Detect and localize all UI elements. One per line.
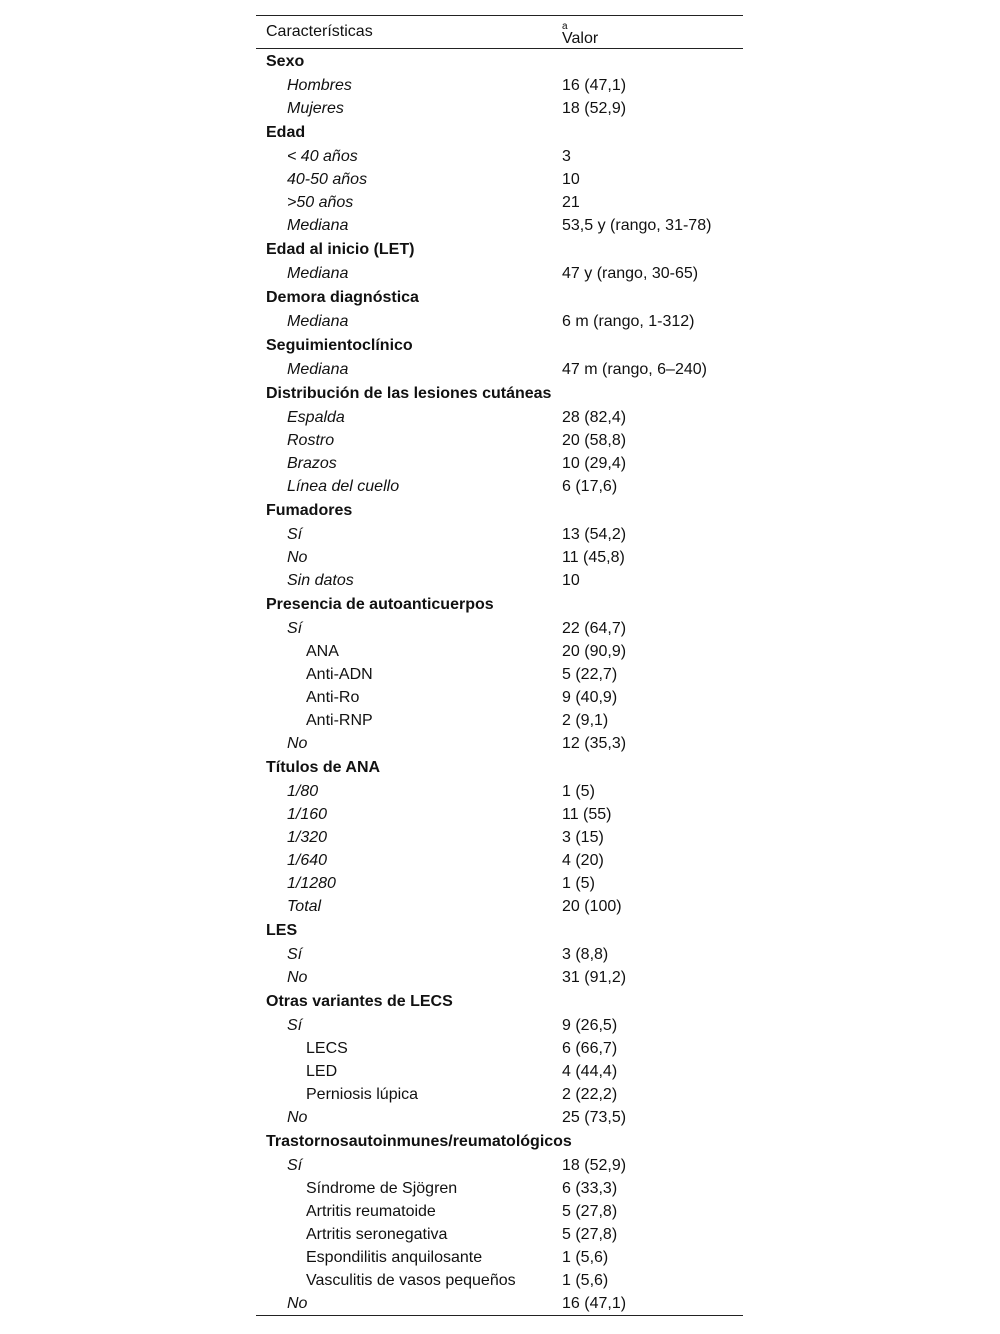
table-row bbox=[256, 826, 743, 849]
table-row bbox=[256, 97, 743, 120]
table-body bbox=[256, 49, 743, 1315]
row-label: Vasculitis de vasos pequeños bbox=[306, 1272, 516, 1289]
section-label: Demora diagnóstica bbox=[266, 289, 419, 306]
row-label: Mediana bbox=[287, 361, 349, 378]
row-value: 28 (82,4) bbox=[562, 409, 627, 426]
row-label: Artritis seronegativa bbox=[306, 1226, 448, 1243]
row-value: 3 (15) bbox=[562, 829, 604, 846]
row-value: 10 (29,4) bbox=[562, 455, 627, 472]
table-row bbox=[256, 780, 743, 803]
header-value-footnote: a bbox=[562, 21, 568, 32]
row-label: Total bbox=[287, 898, 322, 915]
row-label: < 40 años bbox=[287, 148, 358, 165]
section-label: LES bbox=[266, 922, 298, 939]
row-label: No bbox=[287, 549, 308, 566]
row-label: >50 años bbox=[287, 194, 354, 211]
row-value: 4 (20) bbox=[562, 852, 604, 869]
section-label: Otras variantes de LECS bbox=[266, 993, 453, 1010]
row-value: 20 (90,9) bbox=[562, 643, 627, 660]
row-label: Síndrome de Sjögren bbox=[306, 1180, 458, 1197]
table-row bbox=[256, 849, 743, 872]
section-row bbox=[256, 918, 743, 943]
section-row bbox=[256, 498, 743, 523]
row-value: 20 (100) bbox=[562, 898, 622, 915]
row-label: 40-50 años bbox=[287, 171, 368, 188]
section-label: Trastornosautoinmunes/reumatológicos bbox=[266, 1133, 572, 1150]
row-value: 5 (27,8) bbox=[562, 1226, 618, 1243]
row-label: LECS bbox=[306, 1040, 348, 1057]
bottom-rule bbox=[256, 1315, 743, 1316]
row-value: 18 (52,9) bbox=[562, 1157, 627, 1174]
section-label: Sexo bbox=[266, 53, 305, 70]
row-value: 10 bbox=[562, 171, 580, 188]
table-row bbox=[256, 1292, 743, 1315]
section-row bbox=[256, 755, 743, 780]
row-label: 1/1280 bbox=[287, 875, 336, 892]
section-row bbox=[256, 381, 743, 406]
row-label: Anti-RNP bbox=[306, 712, 373, 729]
header-characteristics: Características bbox=[266, 23, 373, 40]
table-row bbox=[256, 74, 743, 97]
row-value: 12 (35,3) bbox=[562, 735, 627, 752]
table-row bbox=[256, 732, 743, 755]
row-value: 16 (47,1) bbox=[562, 1295, 627, 1312]
row-value: 16 (47,1) bbox=[562, 77, 627, 94]
row-label: Sí bbox=[287, 946, 303, 963]
section-row bbox=[256, 237, 743, 262]
section-label: Títulos de ANA bbox=[266, 759, 381, 776]
row-label: Espalda bbox=[287, 409, 345, 426]
row-value: 6 (33,3) bbox=[562, 1180, 618, 1197]
row-label: Sin datos bbox=[287, 572, 354, 589]
section-row bbox=[256, 285, 743, 310]
row-value: 47 m (rango, 6–240) bbox=[562, 361, 707, 378]
section-row bbox=[256, 592, 743, 617]
row-value: 11 (45,8) bbox=[562, 549, 625, 566]
row-value: 13 (54,2) bbox=[562, 526, 627, 543]
row-label: Mediana bbox=[287, 217, 349, 234]
row-label: Sí bbox=[287, 1017, 303, 1034]
table-row bbox=[256, 569, 743, 592]
row-label: Mujeres bbox=[287, 100, 344, 117]
row-label: 1/80 bbox=[287, 783, 319, 800]
row-value: 20 (58,8) bbox=[562, 432, 627, 449]
table-row bbox=[256, 168, 743, 191]
table-row bbox=[256, 1014, 743, 1037]
row-label: Artritis reumatoide bbox=[306, 1203, 436, 1220]
row-value: 1 (5,6) bbox=[562, 1249, 609, 1266]
row-value: 31 (91,2) bbox=[562, 969, 627, 986]
row-value: 1 (5,6) bbox=[562, 1272, 609, 1289]
table-row bbox=[256, 640, 743, 663]
row-label: No bbox=[287, 969, 308, 986]
row-value: 22 (64,7) bbox=[562, 620, 627, 637]
row-label: Sí bbox=[287, 620, 303, 637]
table-row bbox=[256, 1246, 743, 1269]
table-row bbox=[256, 1223, 743, 1246]
table-row bbox=[256, 1269, 743, 1292]
row-value: 11 (55) bbox=[562, 806, 612, 823]
section-label: Edad al inicio (LET) bbox=[266, 241, 415, 258]
section-label: Edad bbox=[266, 124, 306, 141]
table-row bbox=[256, 1154, 743, 1177]
table-row bbox=[256, 475, 743, 498]
row-label: Brazos bbox=[287, 455, 337, 472]
table-row bbox=[256, 429, 743, 452]
table-row bbox=[256, 943, 743, 966]
row-label: 1/640 bbox=[287, 852, 328, 869]
row-value: 6 (66,7) bbox=[562, 1040, 618, 1057]
row-label: ANA bbox=[306, 643, 339, 660]
table-row bbox=[256, 546, 743, 569]
row-value: 6 (17,6) bbox=[562, 478, 618, 495]
row-value: 10 bbox=[562, 572, 580, 589]
row-value: 3 (8,8) bbox=[562, 946, 609, 963]
row-label: No bbox=[287, 735, 308, 752]
row-label: LED bbox=[306, 1063, 338, 1080]
table-row bbox=[256, 803, 743, 826]
table-row bbox=[256, 1106, 743, 1129]
table-row bbox=[256, 262, 743, 285]
row-value: 25 (73,5) bbox=[562, 1109, 627, 1126]
table-row bbox=[256, 1083, 743, 1106]
section-label: Fumadores bbox=[266, 502, 353, 519]
row-label: 1/320 bbox=[287, 829, 328, 846]
section-row bbox=[256, 989, 743, 1014]
row-label: Sí bbox=[287, 526, 303, 543]
row-value: 9 (26,5) bbox=[562, 1017, 618, 1034]
row-label: Espondilitis anquilosante bbox=[306, 1249, 483, 1266]
header-value bbox=[562, 21, 599, 47]
table-row bbox=[256, 406, 743, 429]
table-row bbox=[256, 191, 743, 214]
row-value: 2 (9,1) bbox=[562, 712, 609, 729]
row-label: Mediana bbox=[287, 313, 349, 330]
table-row bbox=[256, 709, 743, 732]
row-value: 4 (44,4) bbox=[562, 1063, 618, 1080]
row-value: 53,5 y (rango, 31-78) bbox=[562, 217, 712, 234]
table-row bbox=[256, 1177, 743, 1200]
table-row bbox=[256, 617, 743, 640]
row-label: Línea del cuello bbox=[287, 478, 400, 495]
row-label: Sí bbox=[287, 1157, 303, 1174]
table-row bbox=[256, 1060, 743, 1083]
row-label: Rostro bbox=[287, 432, 335, 449]
section-row bbox=[256, 1129, 743, 1154]
row-label: Anti-ADN bbox=[306, 666, 373, 683]
table-row bbox=[256, 310, 743, 333]
row-label: Anti-Ro bbox=[306, 689, 360, 706]
table-row bbox=[256, 663, 743, 686]
table-row bbox=[256, 686, 743, 709]
table-row bbox=[256, 452, 743, 475]
row-label: No bbox=[287, 1295, 308, 1312]
row-label: Mediana bbox=[287, 265, 349, 282]
table-row bbox=[256, 1037, 743, 1060]
table-row bbox=[256, 358, 743, 381]
row-label: Hombres bbox=[287, 77, 352, 94]
table-row bbox=[256, 214, 743, 237]
row-value: 2 (22,2) bbox=[562, 1086, 618, 1103]
section-label: Presencia de autoanticuerpos bbox=[266, 596, 494, 613]
row-value: 9 (40,9) bbox=[562, 689, 618, 706]
table-header bbox=[256, 16, 743, 48]
table-row bbox=[256, 872, 743, 895]
row-value: 1 (5) bbox=[562, 875, 595, 892]
section-label: Distribución de las lesiones cutáneas bbox=[266, 385, 552, 402]
table-row bbox=[256, 523, 743, 546]
row-value: 1 (5) bbox=[562, 783, 595, 800]
row-label: Perniosis lúpica bbox=[306, 1086, 419, 1103]
row-label: No bbox=[287, 1109, 308, 1126]
characteristics-table bbox=[256, 15, 743, 1316]
row-label: 1/160 bbox=[287, 806, 328, 823]
row-value: 18 (52,9) bbox=[562, 100, 627, 117]
section-row bbox=[256, 333, 743, 358]
row-value: 47 y (rango, 30-65) bbox=[562, 265, 699, 282]
table-row bbox=[256, 1200, 743, 1223]
row-value: 5 (27,8) bbox=[562, 1203, 618, 1220]
section-label: Seguimientoclínico bbox=[266, 337, 413, 354]
header-value-label: Valor bbox=[562, 30, 599, 47]
table-row bbox=[256, 145, 743, 168]
row-value: 21 bbox=[562, 194, 580, 211]
table-row bbox=[256, 895, 743, 918]
section-row bbox=[256, 49, 743, 74]
section-row bbox=[256, 120, 743, 145]
row-value: 3 bbox=[562, 148, 571, 165]
row-value: 5 (22,7) bbox=[562, 666, 618, 683]
row-value: 6 m (rango, 1-312) bbox=[562, 313, 695, 330]
table-row bbox=[256, 966, 743, 989]
